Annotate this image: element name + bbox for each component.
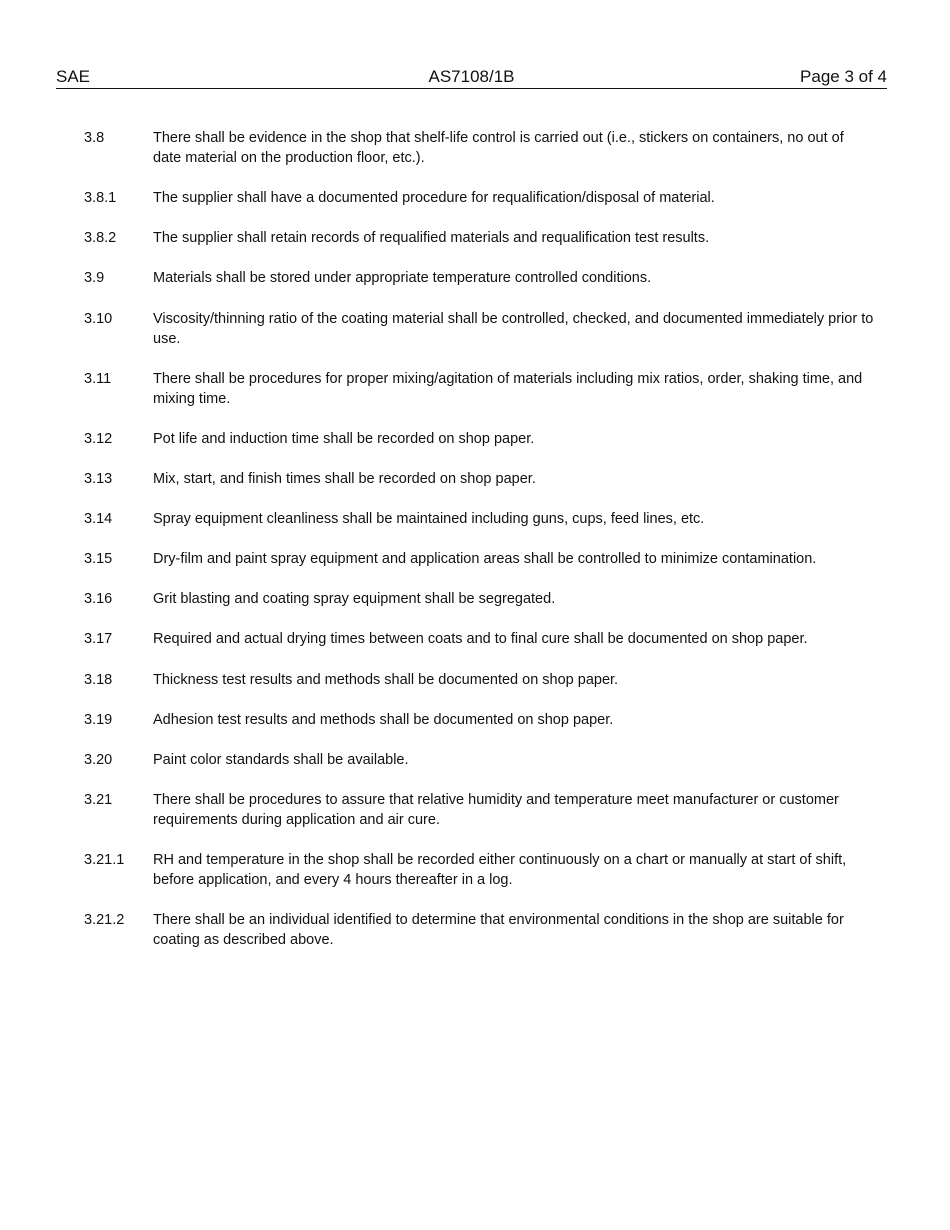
clause-number: 3.11 [84,371,112,387]
clause-number: 3.8 [84,130,105,146]
clause-text: Grit blasting and coating spray equipment shall be segregated. [153,591,556,607]
clause-3-17 [84,629,874,649]
clause-text: Dry-film and paint spray equipment and application areas shall be controlled to minimize contamination. [153,551,817,567]
clause-number: 3.8.2 [84,230,117,246]
clause-3-8-2 [84,228,874,248]
clause-number: 3.14 [84,511,113,527]
clause-number: 3.8.1 [84,190,117,206]
clause-number: 3.15 [84,551,113,567]
clause-number: 3.13 [84,471,113,487]
clause-3-11 [84,369,874,409]
clause-3-13 [84,469,874,489]
clause-number: 3.21.1 [84,852,125,868]
clause-3-9 [84,268,874,288]
clause-3-16 [84,589,874,609]
clause-3-8 [84,128,874,168]
clause-number: 3.21 [84,792,113,808]
clause-text: Mix, start, and finish times shall be recorded on shop paper. [153,471,536,487]
clause-number: 3.19 [84,712,113,728]
clause-3-21-1 [84,850,874,890]
clause-text: There shall be procedures for proper mixing/agitation of materials including mix ratios, order, shaking time, and mixing time. [153,371,863,407]
clause-number: 3.21.2 [84,912,125,928]
clause-3-18 [84,670,874,690]
clause-text: There shall be evidence in the shop that shelf-life control is carried out (i.e., stickers on containers, no out of date material on the production floor, etc.). [153,130,844,166]
clause-number: 3.16 [84,591,113,607]
clause-text: Required and actual drying times between coats and to final cure shall be documented on shop paper. [153,631,808,647]
clause-text: Pot life and induction time shall be recorded on shop paper. [153,431,535,447]
clause-number: 3.9 [84,270,105,286]
clause-number: 3.18 [84,672,113,688]
clause-text: RH and temperature in the shop shall be recorded either continuously on a chart or manually at start of shift, before application, and every 4 hours thereafter in a log. [153,852,847,888]
clause-number: 3.20 [84,752,113,768]
header-document-number: AS7108/1B [428,67,515,86]
clause-text: Adhesion test results and methods shall be documented on shop paper. [153,712,614,728]
clause-number: 3.17 [84,631,113,647]
clause-number: 3.10 [84,311,113,327]
clause-text: The supplier shall retain records of requalified materials and requalification test results. [153,230,710,246]
clause-number: 3.12 [84,431,113,447]
clause-3-10 [84,309,874,349]
clause-text: Thickness test results and methods shall be documented on shop paper. [153,672,619,688]
clause-3-21 [84,790,874,830]
clause-3-14 [84,509,874,529]
clause-text: Paint color standards shall be available. [153,752,409,768]
clause-text: Materials shall be stored under appropriate temperature controlled conditions. [153,270,652,286]
header-organization: SAE [56,67,91,86]
clause-3-12 [84,429,874,449]
clause-3-15 [84,549,874,569]
clause-3-20 [84,750,874,770]
clause-3-21-2 [84,910,874,950]
clause-text: Viscosity/thinning ratio of the coating material shall be controlled, checked, and documented immediately prior to use. [153,311,874,347]
clause-text: The supplier shall have a documented procedure for requalification/disposal of material. [153,190,715,206]
header-page-number: Page 3 of 4 [800,67,887,86]
clause-3-8-1 [84,188,874,208]
clause-3-19 [84,710,874,730]
clause-text: Spray equipment cleanliness shall be maintained including guns, cups, feed lines, etc. [153,511,705,527]
clause-text: There shall be procedures to assure that relative humidity and temperature meet manufacturer or customer requirements during application and air cure. [153,792,839,828]
clause-text: There shall be an individual identified to determine that environmental conditions in the shop are suitable for coating as described above. [153,912,844,948]
